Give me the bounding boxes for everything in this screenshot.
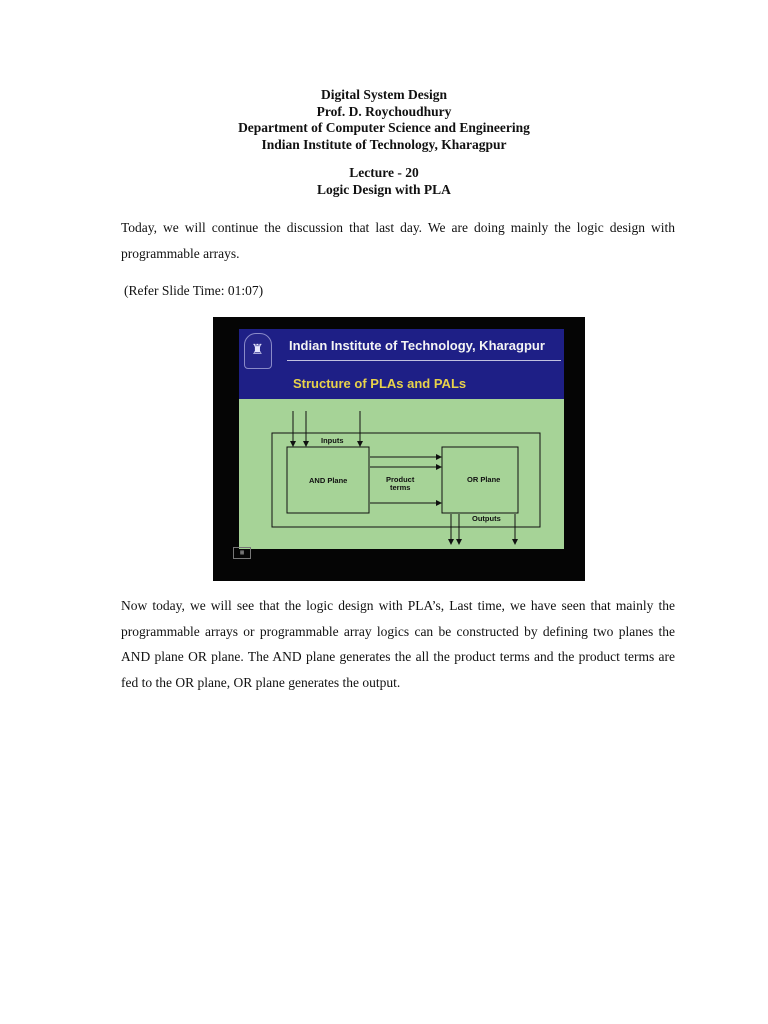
and-plane-label: AND Plane: [309, 476, 348, 485]
inputs-label: Inputs: [321, 436, 344, 445]
body-paragraph: Now today, we will see that the logic design with PLA’s, Last time, we have seen that mainly the programmable arrays or programmable array logics can be constructed by defining two planes the AND plane OR plane. The AND plane generates the all the product terms and the product terms are fed to the OR plane, OR plane generates the output.: [121, 598, 675, 690]
intro-paragraph: Today, we will continue the discussion that last day. We are doing mainly the logic design with programmable arrays.: [121, 220, 675, 261]
course-title: Digital System Design: [321, 87, 447, 102]
slide-corner-badge: ▦: [233, 547, 251, 559]
slide-title: Structure of PLAs and PALs: [293, 376, 467, 391]
lecture-number: Lecture - 20: [349, 165, 419, 180]
slide-institute: Indian Institute of Technology, Kharagpur: [289, 338, 545, 353]
or-plane-label: OR Plane: [467, 475, 501, 484]
banner-divider: [287, 360, 561, 361]
product-terms-label-1: Product: [386, 475, 415, 484]
iit-emblem-icon: ♜: [244, 333, 272, 369]
slide-banner: [239, 329, 564, 399]
institute-name: Indian Institute of Technology, Kharagpur: [261, 136, 507, 152]
pla-diagram-panel: [239, 399, 564, 549]
pla-diagram: [239, 399, 564, 549]
product-terms-label-2: terms: [390, 483, 411, 492]
lecture-topic: Logic Design with PLA: [317, 181, 451, 197]
refer-slide-time: (Refer Slide Time: 01:07): [124, 283, 264, 298]
professor-name: Prof. D. Roychoudhury: [316, 103, 452, 119]
lecture-header: [0, 87, 768, 198]
outputs-label: Outputs: [472, 514, 501, 523]
lecture-slide-image: [213, 317, 585, 581]
department-name: Department of Computer Science and Engineering: [238, 120, 530, 135]
